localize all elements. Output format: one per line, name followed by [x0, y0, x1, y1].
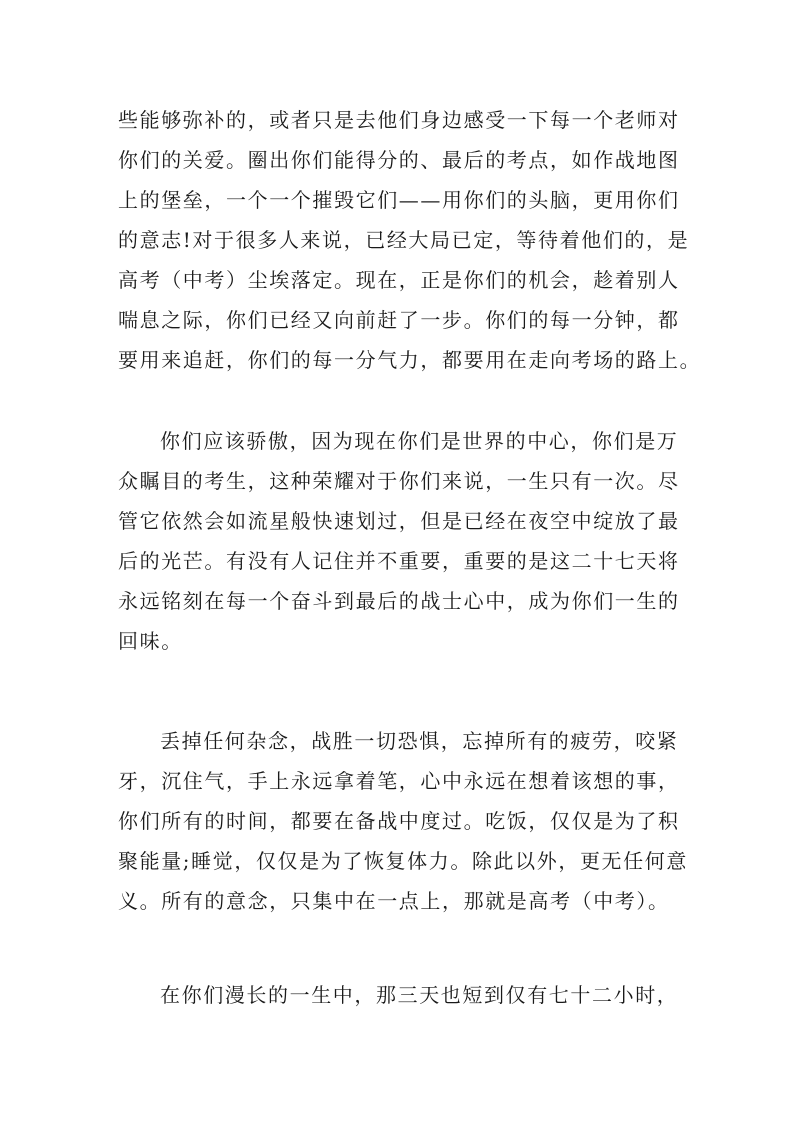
paragraph-4: [118, 975, 683, 1015]
text-line: 丢掉任何杂念，战胜一切恐惧，忘掉所有的疲劳，咬紧: [160, 729, 679, 753]
text-line: 喘息之际，你们已经又向前赶了一步。你们的每一分钟，都: [118, 308, 680, 332]
text-line: 你们的关爱。圈出你们能得分的、最后的考点，如作战地图: [118, 148, 680, 172]
text-line: 回味。: [118, 629, 183, 653]
text-line: 的意志!对于很多人来说，已经大局已定，等待着他们的，是: [118, 228, 690, 252]
text-line: 高考（中考）尘埃落定。现在，正是你们的机会，趁着别人: [118, 268, 680, 292]
paragraph-2: [118, 421, 683, 661]
text-line: 在你们漫长的一生中，那三天也短到仅有七十二小时，: [160, 983, 679, 1007]
text-line: 些能够弥补的，或者只是去他们身边感受一下每一个老师对: [118, 108, 680, 132]
paragraph-3: [118, 721, 688, 921]
text-line: 你们应该骄傲，因为现在你们是世界的中心，你们是万: [160, 429, 679, 453]
text-line: 你们所有的时间，都要在备战中度过。吃饭，仅仅是为了积: [118, 809, 680, 833]
text-line: 上的堡垒，一个一个摧毁它们——用你们的头脑，更用你们: [118, 188, 680, 212]
text-line: 众瞩目的考生，这种荣耀对于你们来说，一生只有一次。尽: [118, 469, 680, 493]
text-line: 管它依然会如流星般快速划过，但是已经在夜空中绽放了最: [118, 509, 680, 533]
paragraph-1: [118, 100, 702, 380]
text-line: 要用来追赶，你们的每一分气力，都要用在走向考场的路上。: [118, 348, 702, 372]
text-line: 后的光芒。有没有人记住并不重要，重要的是这二十七天将: [118, 549, 680, 573]
text-line: 聚能量;睡觉，仅仅是为了恢复体力。除此以外，更无任何意: [118, 849, 688, 873]
text-line: 牙，沉住气，手上永远拿着笔，心中永远在想着该想的事，: [118, 769, 680, 793]
text-line: 永远铭刻在每一个奋斗到最后的战士心中，成为你们一生的: [118, 589, 680, 613]
text-line: 义。所有的意念，只集中在一点上，那就是高考（中考）。: [118, 889, 670, 913]
